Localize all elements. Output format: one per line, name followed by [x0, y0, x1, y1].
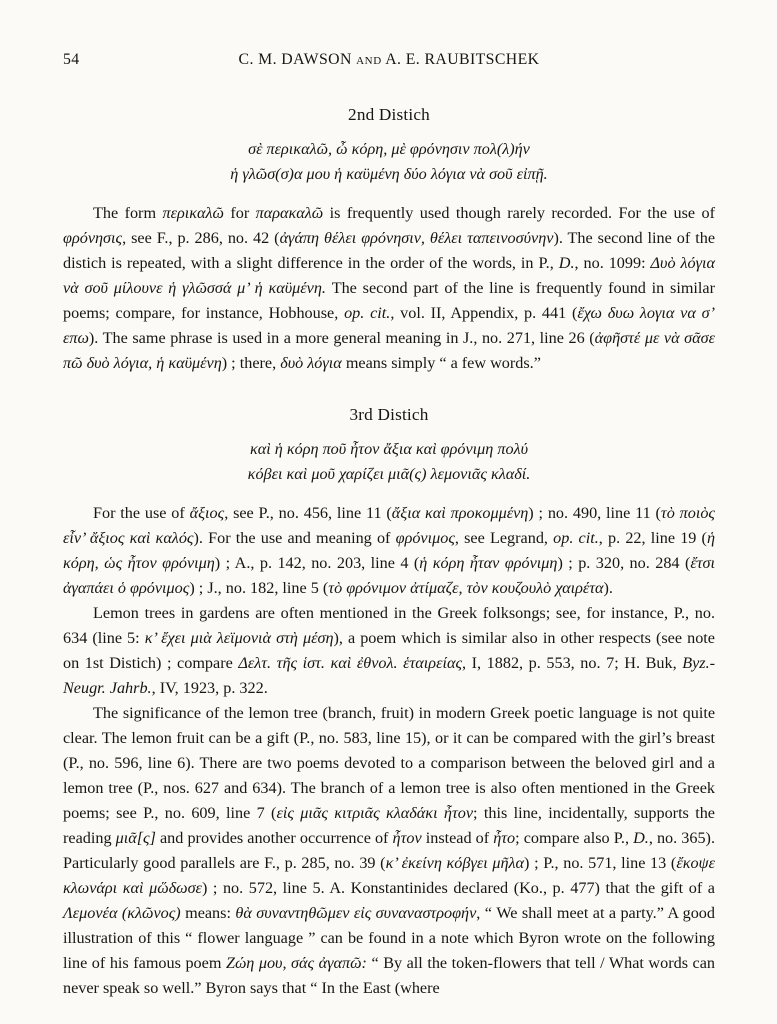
- text-run: ) ; P., no. 571, line 13 (: [524, 854, 677, 872]
- text-run: The form: [93, 204, 163, 222]
- text-run: ἦτον: [392, 829, 422, 847]
- text-run: ) ; p. 320, no. 284 (: [557, 554, 691, 572]
- text-run: ). For the use and meaning of: [193, 529, 396, 547]
- text-run: The significance of the lemon tree (branch, fruit) in modern Greek poetic language is not quite clear. The lemon fruit can be a gift (P., no. 583, line 15), or it can be compared with the girl’s breast (P., no. 596, line 6). There are two poems devoted to a comparison between the beloved girl and a lemon tree (P., nos. 627 and 634). The branch of a lemon tree is also often mentioned in the Greek poems; see P., no. 609, line 7 (: [63, 704, 715, 822]
- text-run: means simply “ a few words.”: [341, 354, 541, 372]
- text-run: περικαλῶ: [162, 204, 224, 222]
- text-run: ἦτο: [493, 829, 516, 847]
- body-paragraph: [63, 201, 715, 376]
- verse-line: ἡ γλῶσ(σ)α μου ἡ καϋμένη δύο λόγια νὰ σοῦ εἰπῇ.: [230, 165, 548, 183]
- verse-line: κόβει καὶ μοῦ χαρίζει μιᾶ(ς) λεμονιᾶς κλαδί.: [247, 465, 531, 483]
- text-run: , p. 22, line 19 (: [598, 529, 707, 547]
- text-run: Δυὸ λόγια νὰ σοῦ μίλουνε ἡ γλῶσσά μ’ ἡ καϋμένη.: [63, 254, 715, 297]
- text-run: , IV, 1923, p. 322.: [151, 679, 268, 697]
- text-run: , see Legrand,: [454, 529, 554, 547]
- text-run: Λεμονέα (κλῶνος): [63, 904, 181, 922]
- heading-3rd-distich: 3rd Distich: [349, 405, 429, 424]
- text-run: D.: [633, 829, 649, 847]
- text-run: ). The second line of the distich is repeated, with a slight difference in the order of the words, in P.,: [63, 229, 715, 272]
- text-run: ἔχω δυω λογια να σ’ επω: [63, 304, 715, 347]
- text-run: and: [356, 51, 382, 68]
- text-run: θὰ συναντηθῶμεν εἰς συναναστροφήν: [235, 904, 477, 922]
- text-run: A. E. RAUBITSCHEK: [381, 51, 540, 68]
- text-run: Lemon trees in gardens are often mentioned in the Greek folksongs; see, for instance, P., no. 634 (line 5:: [63, 604, 715, 647]
- section-3rd-distich: [63, 402, 715, 1001]
- text-run: ; this line, incidentally, supports the reading: [63, 804, 715, 847]
- text-run: op. cit.: [344, 304, 391, 322]
- text-run: is frequently used though rarely recorded. For the use of: [323, 204, 716, 222]
- text-run: ἄξια καὶ προκομμένη: [391, 504, 529, 522]
- text-run: , “ We shall meet at a party.” A good illustration of this “ flower language ” can be found in a note which Byron wrote on the following line of his famous poem: [63, 904, 715, 972]
- text-run: “ By all the token-flowers that tell / What words can never speak so well.” Byron says that “ In the East (where: [63, 954, 715, 997]
- text-run: , see P., no. 456, line 11 (: [224, 504, 392, 522]
- running-header: [63, 47, 715, 72]
- body-paragraph: [63, 701, 715, 1001]
- section-2nd-distich: [63, 102, 715, 376]
- greek-verse-3rd-distich: [63, 437, 715, 487]
- text-run: For the use of: [93, 504, 190, 522]
- text-run: ; compare also P.,: [515, 829, 634, 847]
- text-run: ἀγάπη θέλει φρόνησιν, θέλει ταπεινοσύνην: [279, 229, 554, 247]
- text-run: , see F., p. 286, no. 42 (: [122, 229, 280, 247]
- verse-line: καὶ ἡ κόρη ποῦ ἦτον ἄξια καὶ φρόνιμη πολύ: [249, 440, 529, 458]
- text-run: Byz.-Neugr. Jahrb.: [63, 654, 716, 697]
- text-run: , vol. II, Appendix, p. 441 (: [390, 304, 578, 322]
- text-run: ) ; no. 572, line 5. A. Konstantinides declared (Ko., p. 477) that the gift of a: [201, 879, 715, 897]
- verse-line: σὲ περικαλῶ, ὦ κόρη, μὲ φρόνησιν πολ(λ)ήν: [248, 140, 530, 158]
- text-run: ) ; A., p. 142, no. 203, line 4 (: [214, 554, 420, 572]
- text-run: ).: [603, 579, 613, 597]
- text-run: φρόνιμος: [395, 529, 455, 547]
- text-run: εἰς μιᾶς κιτριᾶς κλαδάκι ἦτον: [276, 804, 474, 822]
- text-run: means:: [180, 904, 236, 922]
- text-run: ) ; no. 490, line 11 (: [528, 504, 661, 522]
- text-run: κ’ ἔχει μιὰ λεϊμονιὰ στὴ μέση: [144, 629, 334, 647]
- page-number: 54: [63, 51, 80, 68]
- text-run: ἀφῆστέ με νὰ σᾶσε πῶ δυὸ λόγια, ἡ καϋμένη: [63, 329, 716, 372]
- text-run: , no. 1099:: [574, 254, 651, 272]
- body-paragraph: [63, 501, 715, 601]
- text-run: ἡ κόρη ἦταν φρόνιμη: [419, 554, 558, 572]
- text-run: ἔτσι ἀγαπάει ὁ φρόνιμος: [63, 554, 715, 597]
- text-run: C. M. DAWSON: [238, 51, 357, 68]
- body-paragraph: [63, 601, 715, 701]
- text-run: , I, 1882, p. 553, no. 7; H. Buk,: [462, 654, 683, 672]
- text-run: ) ; J., no. 182, line 5 (: [189, 579, 329, 597]
- text-run: ἡ κόρη, ὡς ἦτον φρόνιμη: [63, 529, 715, 572]
- text-run: D.: [558, 254, 575, 272]
- text-run: ), a poem which is similar also in other respects (see note on 1st Distich) ; compare: [63, 629, 715, 672]
- text-run: The second part of the line is frequently found in similar poems; compare, for instance, Hobhouse,: [63, 279, 715, 322]
- text-run: δυὸ λόγια: [280, 354, 342, 372]
- text-run: Δελτ. τῆς ἱστ. καὶ ἐθνολ. ἑταιρείας: [238, 654, 463, 672]
- text-run: for: [223, 204, 256, 222]
- text-run: , no. 365). Particularly good parallels are F., p. 285, no. 39 (: [63, 829, 715, 872]
- text-run: τὸ φρόνιμον ἀτίμαζε, τὸν κουζουλὸ χαιρέτα: [328, 579, 604, 597]
- heading-2nd-distich: 2nd Distich: [348, 105, 430, 124]
- text-run: ) ; there,: [221, 354, 281, 372]
- text-run: and provides another occurrence of: [155, 829, 393, 847]
- greek-verse-2nd-distich: [63, 137, 715, 187]
- text-run: op. cit.: [553, 529, 599, 547]
- text-run: instead of: [421, 829, 494, 847]
- running-title: [239, 51, 540, 68]
- text-run: ἄξιος: [189, 504, 225, 522]
- text-run: τὸ ποιὸς εἶν’ ἄξιος καὶ καλός: [63, 504, 715, 547]
- text-run: Ζώη μου, σάς ἀγαπῶ:: [225, 954, 367, 972]
- text-run: ἔκοψε κλωνάρι καὶ μὥδωσε: [63, 854, 715, 897]
- text-run: ). The same phrase is used in a more general meaning in J., no. 271, line 26 (: [88, 329, 595, 347]
- text-run: κ’ ἐκείνη κόβγει μῆλα: [385, 854, 525, 872]
- text-run: μιᾶ[ς]: [115, 829, 156, 847]
- text-run: παρακαλῶ: [255, 204, 324, 222]
- text-run: φρόνησις: [63, 229, 123, 247]
